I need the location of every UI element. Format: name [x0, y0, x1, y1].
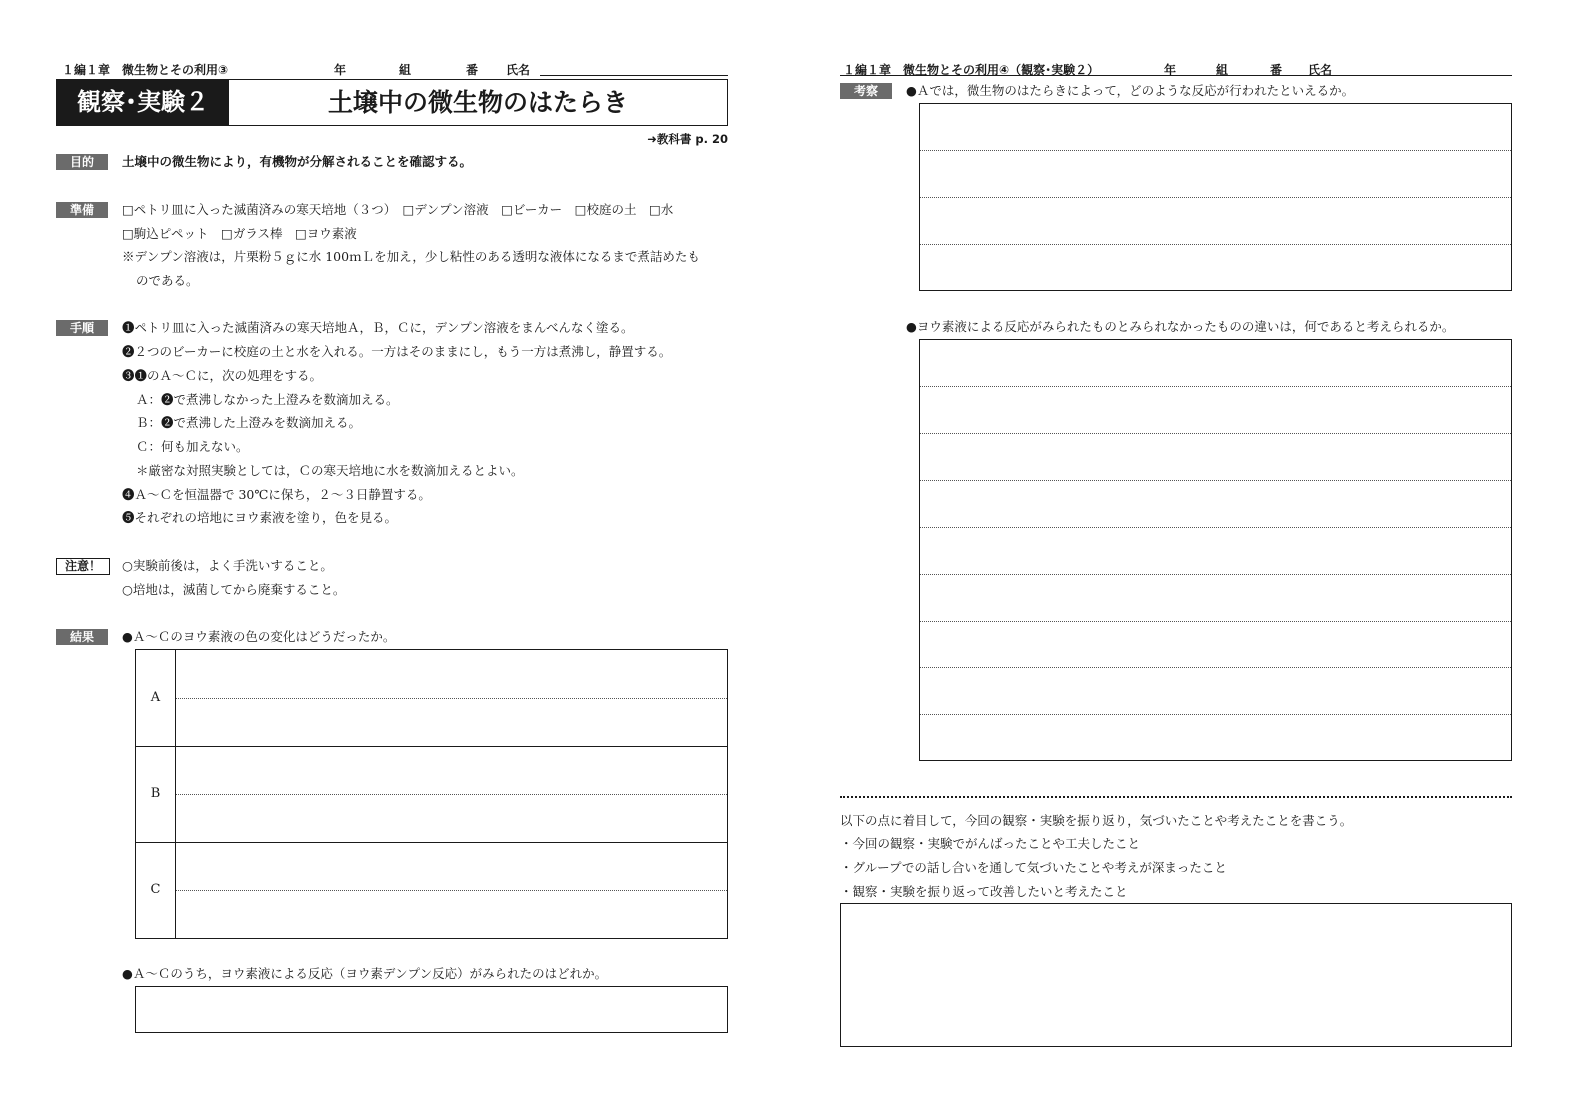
chapter-label: １編１章 微生物とその利用③: [62, 63, 229, 77]
results-tag: 結果: [56, 629, 108, 645]
results-row-label-b: B: [150, 786, 161, 801]
caution-line-2: ○培地は，滅菌してから廃棄すること。: [122, 582, 346, 597]
section-separator: [840, 796, 1512, 798]
title-banner: [56, 79, 728, 126]
title-label: 観察･実験２: [57, 80, 229, 125]
results-row-separator: [136, 842, 727, 843]
answer-line: [920, 574, 1511, 575]
answer-line: [920, 244, 1511, 245]
page-title: 土壌中の微生物のはたらき: [327, 88, 628, 117]
procedure-step-3c: Ｃ：何も加えない。: [136, 439, 249, 454]
answer-line: [176, 890, 727, 891]
name-label: 氏名: [506, 63, 531, 77]
reflection-answer-box[interactable]: [840, 903, 1512, 1047]
preparation-tag: 準備: [56, 202, 108, 218]
discussion-tag: 考察: [840, 83, 892, 99]
reflection-point-2: ・グループでの話し合いを通して気づいたことや考えが深まったこと: [840, 860, 1227, 875]
procedure-step-5: ❺それぞれの培地にヨウ素液を塗り，色を見る。: [122, 510, 398, 525]
name-label: 氏名: [1308, 63, 1333, 77]
caution-tag: 注意！: [56, 558, 110, 575]
discussion-question-2: ●ヨウ素液による反応がみられたものとみられなかったものの違いは，何であると考えられるか。: [906, 319, 1455, 334]
answer-line: [920, 150, 1511, 151]
answer-line: [176, 794, 727, 795]
purpose-text: 土壌中の微生物により，有機物が分解されることを確認する。: [122, 154, 473, 169]
results-row-separator: [136, 746, 727, 747]
answer-line: [176, 698, 727, 699]
preparation-note-1: ※デンプン溶液は，片栗粉５ｇに水 100ｍＬを加え，少し粘性のある透明な液体になるまで煮詰めたも: [122, 249, 700, 264]
results-table: [135, 649, 728, 939]
class-label: 組: [399, 63, 412, 77]
purpose-tag: 目的: [56, 154, 108, 170]
name-underline: [540, 75, 728, 76]
answer-line: [920, 714, 1511, 715]
reflection-point-3: ・観察・実験を振り返って改善したいと考えたこと: [840, 884, 1128, 899]
preparation-line-2: □駒込ピペット □ガラス棒 □ヨウ素液: [122, 226, 357, 241]
header-rule: [840, 75, 1512, 76]
caution-line-1: ○実験前後は，よく手洗いすること。: [122, 558, 333, 573]
answer-line: [920, 433, 1511, 434]
year-label: 年: [1164, 63, 1177, 77]
answer-line: [920, 621, 1511, 622]
results-answer-box[interactable]: [135, 986, 728, 1033]
procedure-step-2: ❷２つのビーカーに校庭の土と水を入れる。一方はそのままにし，もう一方は煮沸し，静置する。: [122, 344, 672, 359]
reflection-intro: 以下の点に着目して，今回の観察・実験を振り返り，気づいたことや考えたことを書こう。: [840, 813, 1353, 828]
procedure-tag: 手順: [56, 320, 108, 336]
procedure-note: ＊厳密な対照実験としては，Ｃの寒天培地に水を数滴加えるとよい。: [136, 463, 524, 478]
class-label: 組: [1216, 63, 1229, 77]
results-row-label-c: C: [150, 882, 161, 897]
discussion-answer-box-2[interactable]: [919, 339, 1512, 761]
answer-line: [920, 667, 1511, 668]
answer-line: [920, 480, 1511, 481]
discussion-answer-box-1[interactable]: [919, 103, 1512, 291]
procedure-step-3b: Ｂ：❷で煮沸した上澄みを数滴加える。: [136, 415, 362, 430]
results-question-2: ●Ａ～Ｃのうち，ヨウ素液による反応（ヨウ素デンプン反応）がみられたのはどれか。: [122, 966, 608, 981]
discussion-question-1: ●Ａでは，微生物のはたらきによって，どのような反応が行われたといえるか。: [906, 83, 1355, 98]
procedure-step-3: ❸❶のＡ～Ｃに，次の処理をする。: [122, 368, 323, 383]
results-row-label-a: A: [150, 690, 161, 705]
answer-line: [920, 386, 1511, 387]
number-label: 番: [1270, 63, 1283, 77]
year-label: 年: [334, 63, 347, 77]
preparation-note-2: のである。: [136, 273, 199, 288]
reflection-point-1: ・今回の観察・実験でがんばったことや工夫したこと: [840, 836, 1141, 851]
procedure-step-4: ❹Ａ～Ｃを恒温器で 30℃に保ち，２～３日静置する。: [122, 487, 431, 502]
results-question-1: ●Ａ～Ｃのヨウ素液の色の変化はどうだったか。: [122, 629, 396, 644]
answer-line: [920, 197, 1511, 198]
procedure-step-1: ❶ペトリ皿に入った滅菌済みの寒天培地Ａ，Ｂ，Ｃに，デンプン溶液をまんべんなく塗る。: [122, 320, 634, 335]
number-label: 番: [466, 63, 479, 77]
preparation-line-1: □ペトリ皿に入った滅菌済みの寒天培地（３つ） □デンプン溶液 □ビーカー □校庭の土 □水: [122, 202, 674, 217]
answer-line: [920, 527, 1511, 528]
procedure-step-3a: Ａ：❷で煮沸しなかった上澄みを数滴加える。: [136, 392, 399, 407]
textbook-reference: ➜教科書 p. 20: [647, 132, 728, 146]
chapter-label: １編１章 微生物とその利用④（観察･実験２）: [843, 63, 1100, 77]
